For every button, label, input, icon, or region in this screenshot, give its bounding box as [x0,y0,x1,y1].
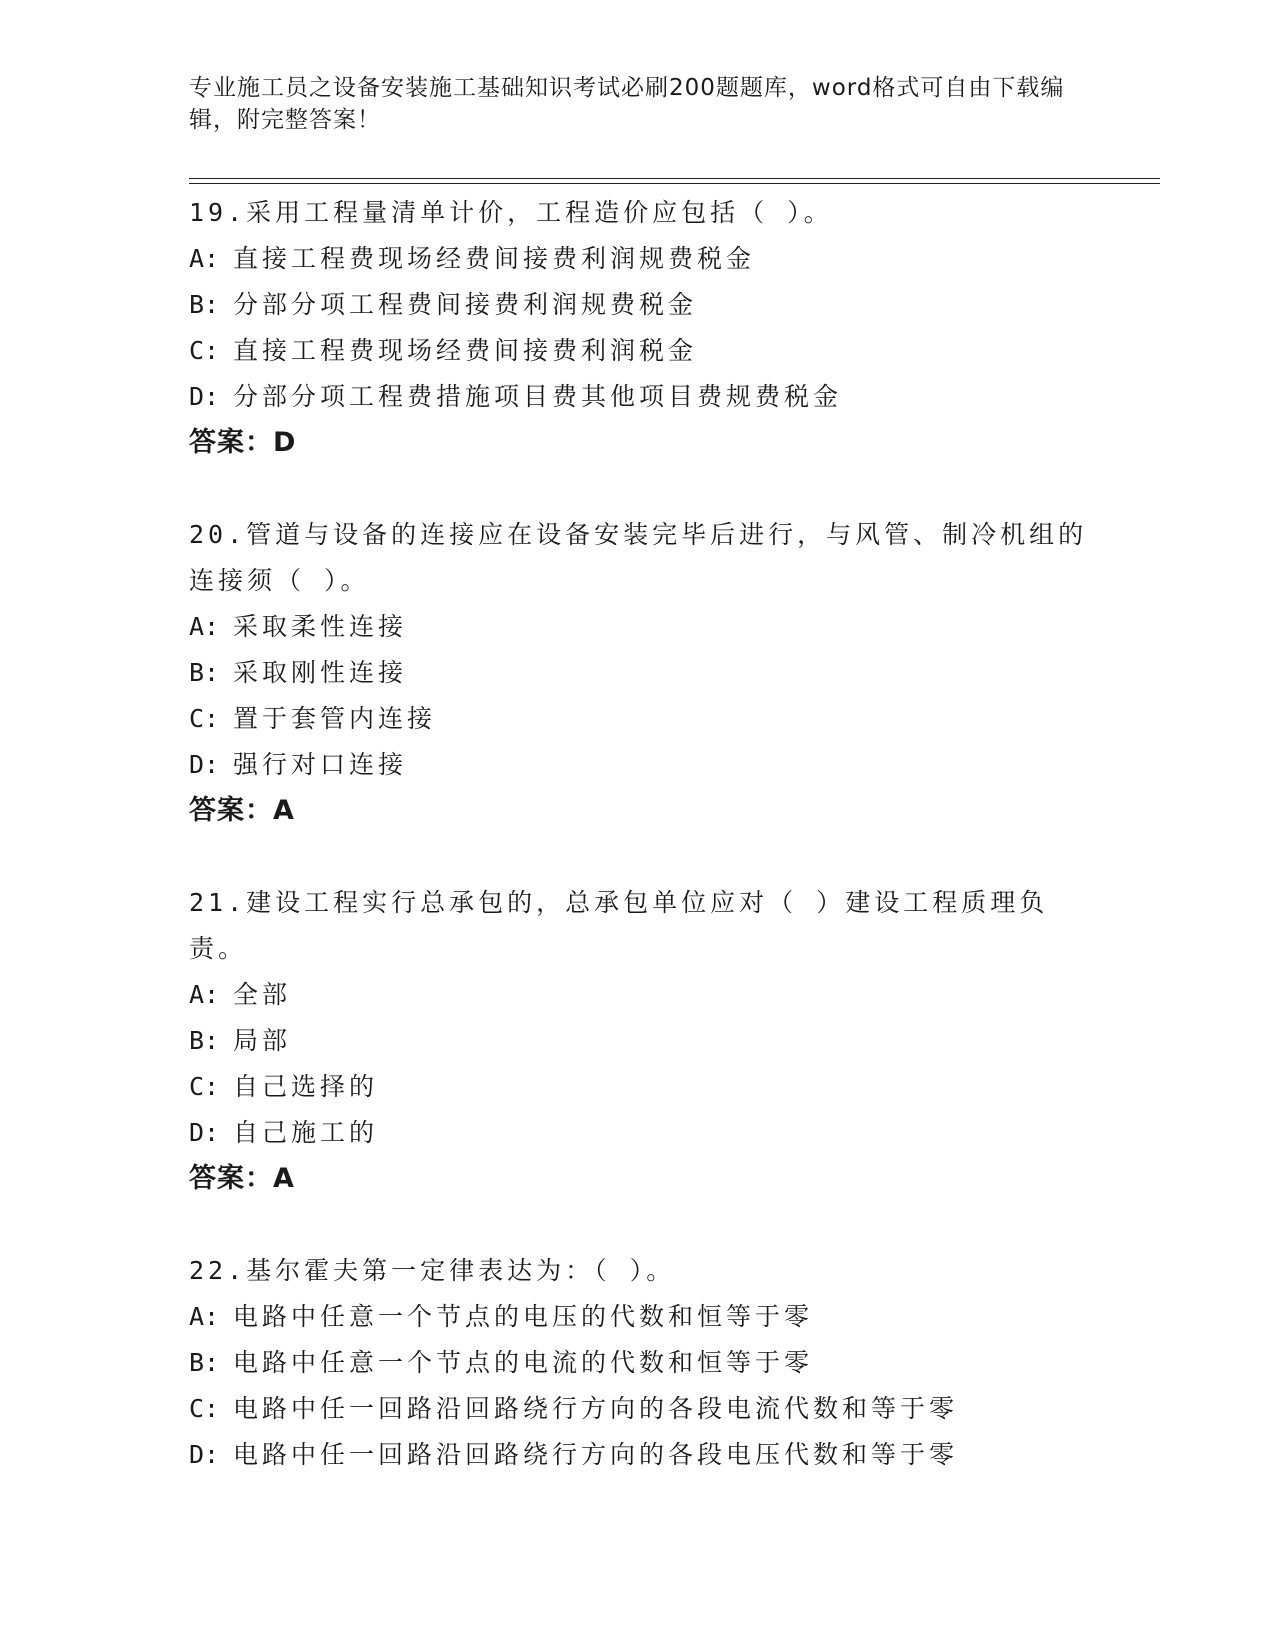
option-text: 电路中任一回路沿回路绕行方向的各段电流代数和等于零 [233,1394,959,1423]
question-list [189,190,1089,1524]
option-a [189,1294,1089,1340]
option-text: 直接工程费现场经费间接费利润税金 [233,336,698,365]
option-text: 分部分项工程费间接费利润规费税金 [233,290,698,319]
option-label: D: [189,1440,220,1469]
option-c [189,696,1089,742]
option-b [189,282,1089,328]
option-label: A: [189,1302,220,1331]
option-a [189,604,1089,650]
option-label: A: [189,612,220,641]
option-text: 全部 [233,980,292,1009]
option-text: 直接工程费现场经费间接费利润规费税金 [233,244,756,273]
option-d [189,1432,1089,1478]
option-b [189,1340,1089,1386]
option-label: C: [189,704,220,733]
option-c [189,1064,1089,1110]
option-text: 局部 [233,1026,292,1055]
answer: 答案：A [189,795,295,826]
option-a [189,972,1089,1018]
option-text: 采取柔性连接 [233,612,408,641]
question-22 [189,1248,1089,1478]
document-header: 专业施工员之设备安装施工基础知识考试必刷200题题库，word格式可自由下载编辑，附完整答案！ [189,75,1065,133]
option-b [189,650,1089,696]
option-label: B: [189,1348,220,1377]
option-label: A: [189,244,220,273]
option-text: 电路中任一回路沿回路绕行方向的各段电压代数和等于零 [233,1440,959,1469]
option-label: D: [189,382,220,411]
answer: 答案：A [189,1163,295,1194]
option-label: D: [189,750,220,779]
option-a [189,236,1089,282]
option-label: C: [189,1072,220,1101]
option-c [189,328,1089,374]
option-label: D: [189,1118,220,1147]
option-label: C: [189,1394,220,1423]
option-text: 置于套管内连接 [233,704,437,733]
question-title: 22.基尔霍夫第一定律表达为：（ ）。 [189,1256,676,1285]
option-b [189,1018,1089,1064]
option-label: B: [189,1026,220,1055]
option-text: 自己选择的 [233,1072,379,1101]
question-title: 19.采用工程量清单计价，工程造价应包括（ ）。 [189,198,833,227]
option-text: 电路中任意一个节点的电压的代数和恒等于零 [233,1302,814,1331]
option-d [189,742,1089,788]
header-divider-bottom [189,183,1160,184]
question-19 [189,190,1089,466]
answer: 答案：D [189,427,297,458]
option-text: 电路中任意一个节点的电流的代数和恒等于零 [233,1348,814,1377]
question-20 [189,512,1089,834]
option-text: 采取刚性连接 [233,658,408,687]
option-d [189,1110,1089,1156]
option-text: 自己施工的 [233,1118,379,1147]
option-label: B: [189,658,220,687]
header-divider-top [189,178,1160,179]
option-d [189,374,1089,420]
option-c [189,1386,1089,1432]
option-label: A: [189,980,220,1009]
question-title: 21.建设工程实行总承包的，总承包单位应对（ ）建设工程质理负责。 [189,888,1049,963]
option-text: 强行对口连接 [233,750,408,779]
question-21 [189,880,1089,1202]
option-label: B: [189,290,220,319]
question-title: 20.管道与设备的连接应在设备安装完毕后进行，与风管、制冷机组的连接须（ ）。 [189,520,1088,595]
option-label: C: [189,336,220,365]
option-text: 分部分项工程费措施项目费其他项目费规费税金 [233,382,843,411]
